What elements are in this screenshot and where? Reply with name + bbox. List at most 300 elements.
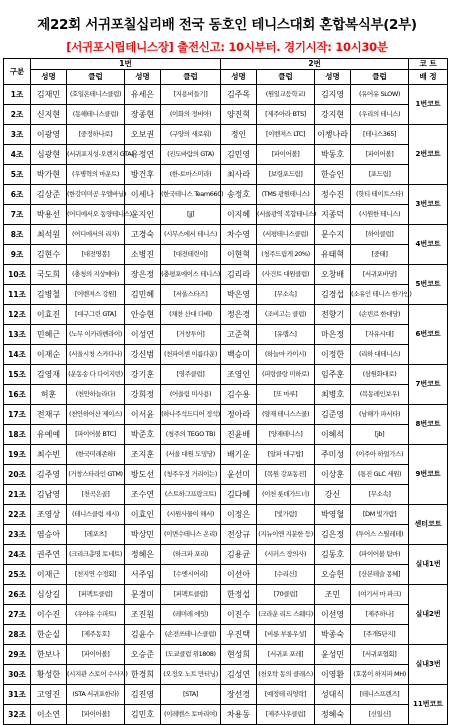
player-name: 이재근: [31, 565, 67, 585]
player-name: 마은정: [315, 325, 351, 345]
table-row: [4, 265, 448, 285]
group-cell: 19조: [4, 445, 31, 465]
player-name: 임주훈: [315, 365, 351, 385]
group-cell: 7조: [4, 205, 31, 225]
player-name: 방건후: [125, 165, 161, 185]
court-assignment: 11번코트: [409, 685, 448, 725]
player-club: (한국미래존하): [67, 445, 125, 465]
group-cell: 28조: [4, 625, 31, 645]
player-club: (시러스 장의사): [257, 545, 315, 565]
court-assignment: 1번코트: [409, 85, 448, 125]
player-name: 이선영: [315, 605, 351, 625]
player-club: [대전명봉]: [67, 245, 125, 265]
player-name: 김성연: [221, 665, 257, 685]
team2-header: 2번: [221, 59, 409, 70]
court-assignment: 9번코트: [409, 445, 448, 505]
player-name: 이서윤: [125, 405, 161, 425]
player-name: 조민: [315, 585, 351, 605]
player-name: 백승미: [221, 345, 257, 365]
player-name: 김주목: [221, 85, 257, 105]
player-club: (손전쓰테니스클럽): [161, 625, 221, 645]
player-name: 이챙나라: [315, 125, 351, 145]
player-name: 고영진: [31, 685, 67, 705]
player-club: [제주하나]: [351, 605, 409, 625]
player-name: 김지영: [315, 85, 351, 105]
player-name: 장선경: [221, 685, 257, 705]
player-name: 김윤수: [125, 625, 161, 645]
player-club: (서평테니스클럽): [257, 225, 315, 245]
table-row: [4, 485, 448, 505]
player-club: (천안하어산 제이스): [67, 405, 125, 425]
player-name: 이성연: [125, 325, 161, 345]
group-cell: 9조: [4, 245, 31, 265]
player-club: [어벤져스 강원]: [67, 285, 125, 305]
group-cell: 25조: [4, 565, 31, 585]
player-name: 민혜근: [31, 325, 67, 345]
player-name: 차수영: [221, 225, 257, 245]
table-row: [4, 445, 448, 465]
player-name: 안승현: [125, 305, 161, 325]
player-club: [STA]: [161, 685, 221, 705]
player-name: 한경희: [125, 665, 161, 685]
player-club: (테니스클럽 세시): [67, 505, 125, 525]
player-club: [파이어볼]: [257, 145, 315, 165]
table-row: [4, 645, 448, 665]
court-assignment: 7번코트: [409, 365, 448, 405]
player-club: (어디에서오 동양테니스): [67, 205, 125, 225]
player-club: (이천 롯데가드너): [257, 485, 315, 505]
group-cell: 21조: [4, 485, 31, 505]
player-club: (파이어볼 팀마): [351, 545, 409, 565]
player-club: [제주사우클럽]: [257, 705, 315, 725]
court-header: 코 트: [409, 59, 448, 70]
table-row: [4, 225, 448, 245]
player-name: 이수진: [31, 605, 67, 625]
court-assignment: 실내3번: [409, 645, 448, 685]
player-name: 양진혁: [221, 105, 257, 125]
player-name: 고준혁: [221, 325, 257, 345]
player-club: (남해가 파서타): [351, 405, 409, 425]
player-name: 최사라: [221, 165, 257, 185]
group-cell: 27조: [4, 605, 31, 625]
player-club: [비롱 부롱우성]: [257, 625, 315, 645]
table-row: [4, 565, 448, 585]
player-name: 김리라: [221, 265, 257, 285]
player-name: 전재구: [31, 405, 67, 425]
player-name: 김수용: [221, 385, 257, 405]
club-header: 클럽: [257, 70, 315, 85]
player-name: 강희정: [125, 385, 161, 405]
player-name: 조영인: [221, 365, 257, 385]
player-club: [중정하나로]: [67, 125, 125, 145]
player-name: 조진원: [125, 605, 161, 625]
group-cell: 10조: [4, 265, 31, 285]
player-club: [자유시대]: [351, 325, 409, 345]
player-club: (조비고는 클럽): [257, 305, 315, 325]
player-name: 김영재: [31, 365, 67, 385]
player-name: 장종현: [125, 105, 161, 125]
player-name: 방도선: [125, 465, 161, 485]
player-club: (사건트 대원클럽): [257, 265, 315, 285]
player-name: 유태혁: [315, 245, 351, 265]
player-club: (시무스에서 테니스): [161, 225, 221, 245]
table-row: [4, 205, 448, 225]
player-name: 박준호: [125, 425, 161, 445]
player-name: 배기운: [221, 445, 257, 465]
player-club: (이레벤스 토마리여): [161, 705, 221, 725]
player-club: (동해테니스클럽): [67, 105, 125, 125]
table-row: [4, 465, 448, 485]
name-header: 성명: [315, 70, 351, 85]
player-club: (시지관 스토어 수사지): [67, 665, 125, 685]
player-name: 김민영: [221, 145, 257, 165]
player-name: 문수지: [315, 225, 351, 245]
player-name: 이재순: [31, 345, 67, 365]
player-club: (서귀포지성-오렌지 GTA): [67, 145, 125, 165]
player-club: (목동레인보우): [351, 385, 409, 405]
player-club: [수리신]: [257, 565, 315, 585]
player-club: [천곡은골]: [67, 485, 125, 505]
court-assignment: 2번코트: [409, 125, 448, 185]
player-club: [포드림]: [351, 165, 409, 185]
group-header: 구분: [4, 59, 31, 85]
player-club: [중태]: [351, 245, 409, 265]
table-row: [4, 385, 448, 405]
player-name: 황성한: [31, 665, 67, 685]
player-club: [파이어볼]: [67, 645, 125, 665]
player-club: (크리크총명 토네트): [67, 545, 125, 565]
player-club: [레포츠]: [67, 525, 125, 545]
table-row: [4, 345, 448, 365]
player-name: 김상준: [31, 185, 67, 205]
group-cell: 26조: [4, 585, 31, 605]
player-club: (스트하그프랑크트): [161, 485, 221, 505]
player-name: 정아라: [221, 405, 257, 425]
table-body: [4, 85, 448, 725]
table-row: [4, 425, 448, 445]
player-name: 이소연: [31, 705, 67, 725]
table-row: [4, 245, 448, 265]
player-name: 주미성: [315, 445, 351, 465]
player-club: [무소속]: [257, 285, 315, 305]
player-club: (핫티 테이트스타): [351, 185, 409, 205]
player-club: (양재 테니스스쿨): [257, 405, 315, 425]
player-club: (이면수테니스 온리): [161, 525, 221, 545]
court-assignment: 3번코트: [409, 185, 448, 225]
player-club: (한-토마스미라): [161, 165, 221, 185]
table-row: [4, 365, 448, 385]
page-title: 제22회 서귀포칠십리배 전국 동호인 테니스대회 혼합복식부(2부): [37, 17, 417, 33]
player-name: 성대식: [315, 685, 351, 705]
court-assignment: 4번코트: [409, 225, 448, 265]
player-name: 이세나: [125, 185, 161, 205]
player-name: 김남영: [31, 485, 67, 505]
player-club: [산본테슬 몽혜]: [351, 565, 409, 585]
player-name: 염승아: [31, 525, 67, 545]
player-name: 최석원: [31, 225, 67, 245]
player-name: 정혜숙: [315, 705, 351, 725]
player-club: [무소속]: [351, 485, 409, 505]
player-name: 윤성민: [315, 645, 351, 665]
player-club: (채찬 산대 다배): [161, 305, 221, 325]
court-assignment: 센터코트: [409, 505, 448, 545]
player-club: (충청의 지상메아): [67, 265, 125, 285]
player-name: 이영환: [315, 665, 351, 685]
table-row: [4, 505, 448, 525]
player-name: 김경섭: [315, 285, 351, 305]
player-club: [jb]: [351, 425, 409, 445]
player-name: 장은정: [125, 265, 161, 285]
draw-table: [3, 58, 448, 725]
group-cell: 1조: [4, 85, 31, 105]
table-row: [4, 145, 448, 165]
player-club: [서귀포 포레]: [257, 645, 315, 665]
player-club: (서울 대원 도밍당): [161, 445, 221, 465]
table-row: [4, 185, 448, 205]
table-row: [4, 625, 448, 645]
group-cell: 4조: [4, 145, 31, 165]
player-name: 박동호: [315, 145, 351, 165]
player-name: 신지현: [31, 105, 67, 125]
player-club: [서귀포바당]: [351, 265, 409, 285]
player-name: 박상민: [125, 525, 161, 545]
table-row: [4, 525, 448, 545]
player-club: (소유인 테니스 한가인): [351, 285, 409, 305]
player-name: 이상훈: [315, 465, 351, 485]
name-header: 성명: [125, 70, 161, 85]
player-name: 현성희: [221, 645, 257, 665]
name-header: 성명: [31, 70, 67, 85]
player-club: (천안하늘라다): [67, 385, 125, 405]
player-club: (도쿄클럽 위1808): [161, 645, 221, 665]
court-assignment: 5번코트: [409, 265, 448, 305]
player-club: [퍼펙트클럽]: [161, 585, 221, 605]
club-header: 클럽: [67, 70, 125, 85]
player-club: (하나주석드디어 정석): [161, 405, 221, 425]
player-club: [천지연 수정회]: [67, 565, 125, 585]
player-name: 최병호: [315, 385, 351, 405]
table-row: [4, 585, 448, 605]
player-club: [파이어볼 BTC]: [67, 425, 125, 445]
player-club: (충평포에이스 테니스): [161, 265, 221, 285]
player-club: (우병혁의 마운트): [67, 165, 125, 185]
player-name: 문경미: [125, 585, 161, 605]
player-name: 박용선: [31, 205, 67, 225]
player-name: 소병진: [125, 245, 161, 265]
player-club: [보령포드림]: [257, 165, 315, 185]
player-name: 정수진: [315, 185, 351, 205]
player-club: (어디에서의 리자): [67, 225, 125, 245]
group-cell: 30조: [4, 665, 31, 685]
player-name: 유예예: [31, 425, 67, 445]
club-header: 클럽: [161, 70, 221, 85]
player-name: 김용균: [221, 545, 257, 565]
group-cell: 16조: [4, 385, 31, 405]
player-club: (시원사물이 해서): [161, 505, 221, 525]
player-name: 이광영: [31, 125, 67, 145]
player-name: 조영상: [31, 505, 67, 525]
player-club: (삼원화대로): [351, 365, 409, 385]
player-club: [제주아라 BTS]: [257, 105, 315, 125]
group-cell: 32조: [4, 705, 31, 725]
player-name: 한보나: [31, 645, 67, 665]
group-cell: 15조: [4, 365, 31, 385]
table-row: [4, 125, 448, 145]
player-name: 김진영: [125, 685, 161, 705]
group-cell: 12조: [4, 305, 31, 325]
player-club: [제주동호]: [67, 625, 125, 645]
player-name: 송정호: [221, 185, 257, 205]
player-club: (청주의 TEGO TB): [161, 425, 221, 445]
player-club: [목원 강포동진]: [257, 465, 315, 485]
player-name: 유세은: [125, 85, 161, 105]
player-club: (하크파 포리): [161, 545, 221, 565]
player-name: 김재민: [31, 85, 67, 105]
player-club: [파이어볼]: [351, 145, 409, 165]
player-name: 강신: [315, 485, 351, 505]
player-club: (거창스타라인 GTM): [67, 465, 125, 485]
player-name: 김은정: [315, 525, 351, 545]
page-subtitle: [서귀포시립테니스장] 출전신고: 10시부터. 경기시작: 10시30분: [66, 40, 388, 54]
player-club: (하늘마 카이시): [257, 345, 315, 365]
player-name: 김주영: [31, 465, 67, 485]
player-club: (통진 GLC 세원): [351, 465, 409, 485]
table-row: [4, 165, 448, 185]
player-club: (시원한 테니스): [351, 205, 409, 225]
player-name: 박은영: [221, 285, 257, 305]
player-club: [주개5단지]: [351, 625, 409, 645]
player-name: 이진수: [221, 605, 257, 625]
player-name: 김민혜: [125, 285, 161, 305]
table-row: [4, 285, 448, 305]
player-name: 강기훈: [125, 365, 161, 385]
player-name: 오승준: [125, 645, 161, 665]
player-club: (STA 서귀포한라): [67, 685, 125, 705]
name-header: 성명: [221, 70, 257, 85]
player-club: [예정테 리엉락]: [257, 685, 315, 705]
player-name: 정은경: [221, 305, 257, 325]
group-cell: 22조: [4, 505, 31, 525]
player-club: [파이어볼]: [67, 705, 125, 725]
player-club: (이주아 하얼가스): [351, 445, 409, 465]
player-name: 윤선미: [221, 465, 257, 485]
player-name: 전향기: [315, 305, 351, 325]
player-club: [수엔시어리]: [161, 565, 221, 585]
player-club: (노무 이카라벤라이): [67, 325, 125, 345]
player-name: 진윤배: [221, 425, 257, 445]
player-name: 박영혈: [315, 505, 351, 525]
player-club: [퍼펙트클럽]: [67, 585, 125, 605]
player-club: (한강미미공 우엘바닐): [67, 185, 125, 205]
group-cell: 2조: [4, 105, 31, 125]
team1-header: 1번: [31, 59, 221, 70]
table-row: [4, 685, 448, 705]
player-name: 정인: [221, 125, 257, 145]
player-club: [대구그린 GTA]: [67, 305, 125, 325]
club-header: 클럽: [351, 70, 409, 85]
court-assignment: 실내2번: [409, 585, 448, 645]
player-name: 이혜석: [315, 425, 351, 445]
player-name: 김병철: [31, 285, 67, 305]
player-club: (투어스 스틸레테): [351, 525, 409, 545]
player-club: (레미레 에잇): [161, 605, 221, 625]
player-name: 박가현: [31, 165, 67, 185]
group-cell: 29조: [4, 645, 31, 665]
group-cell: 6조: [4, 185, 31, 205]
player-club: (청주드림게 20%): [257, 245, 315, 265]
player-club: (서울시청 스카다나): [67, 345, 125, 365]
player-club: [거창투어]: [161, 325, 221, 345]
player-club: (어울림 미사용): [161, 385, 221, 405]
player-club: (피랑클랑 미하로): [257, 365, 315, 385]
player-name: 조수연: [125, 485, 161, 505]
table-row: [4, 705, 448, 725]
player-club: (오정오 노트 만터닝): [161, 665, 221, 685]
player-club: (유어유 SLOW): [351, 85, 409, 105]
group-cell: 11조: [4, 285, 31, 305]
player-club: (청주우정 거리이는): [161, 465, 221, 485]
group-cell: 13조: [4, 325, 31, 345]
player-name: 강지현: [315, 105, 351, 125]
table-row: [4, 605, 448, 625]
court-assignment: 8번코트: [409, 405, 448, 445]
table-row: [4, 665, 448, 685]
player-club: (진도바람의 GTA): [161, 145, 221, 165]
group-cell: 23조: [4, 525, 31, 545]
group-cell: 14조: [4, 345, 31, 365]
player-name: 조지훈: [125, 445, 161, 465]
group-cell: 5조: [4, 165, 31, 185]
player-club: [테니스프렌즈]: [351, 685, 409, 705]
player-club: (원일교등학교): [257, 85, 315, 105]
player-club: (우야유 수파트): [67, 605, 125, 625]
player-club: [jj]: [161, 205, 221, 225]
player-club: [70클럽]: [257, 585, 315, 605]
player-name: 한순실: [31, 625, 67, 645]
player-name: 우진택: [221, 625, 257, 645]
player-club: (천파이센 이름다운): [161, 345, 221, 365]
player-name: 오창배: [315, 265, 351, 285]
player-name: 윤지인: [125, 205, 161, 225]
player-name: 이지혜: [221, 205, 257, 225]
player-name: 오승헌: [315, 565, 351, 585]
player-name: 김동호: [315, 545, 351, 565]
player-club: (TMS 광원테니스): [257, 185, 315, 205]
player-name: 지종덕: [315, 205, 351, 225]
player-name: 고경숙: [125, 225, 161, 245]
player-name: 이선아: [221, 565, 257, 585]
player-name: 이효진: [31, 305, 67, 325]
assign-header: 배 정: [409, 70, 448, 85]
player-club: [서귀포협회]: [351, 645, 409, 665]
player-name: 허훈: [31, 385, 67, 405]
table-row: [4, 405, 448, 425]
player-name: 김현수: [31, 245, 67, 265]
group-cell: 17조: [4, 405, 31, 425]
group-cell: 24조: [4, 545, 31, 565]
player-club: (리하 대테니스): [351, 345, 409, 365]
player-club: [알파 대구탑]: [257, 445, 315, 465]
player-name: 권주연: [31, 545, 67, 565]
court-assignment: 6번코트: [409, 305, 448, 365]
player-club: (지뉴이엔 지분한 등): [257, 525, 315, 545]
player-club: (우리의 테니스): [351, 105, 409, 125]
player-name: 김다혜: [221, 485, 257, 505]
player-club: (호봉이 하지파 MH): [351, 665, 409, 685]
player-name: 심광현: [31, 145, 67, 165]
table-row: [4, 105, 448, 125]
player-club: [또 마루]: [257, 385, 315, 405]
